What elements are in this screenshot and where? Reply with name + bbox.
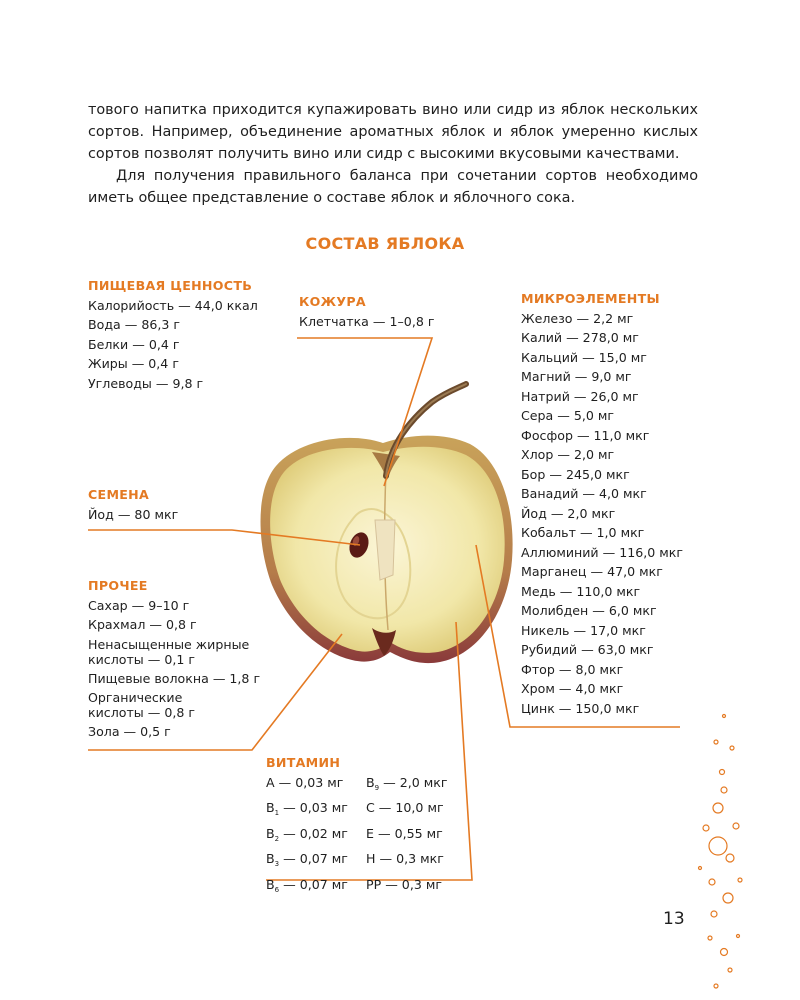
micro-item: Рубидий — 63,0 мкг bbox=[521, 642, 654, 657]
micro-item: Никель — 17,0 мкг bbox=[521, 622, 646, 638]
micro-item: Кобальт — 1,0 мкг bbox=[521, 525, 645, 540]
vitamins-block bbox=[266, 753, 447, 900]
bubbles-decoration bbox=[699, 715, 743, 989]
nutrition-item: Белки — 0,4 г bbox=[88, 336, 180, 352]
vitamin-left: $B_1$ — 0,03 мг bbox=[266, 800, 348, 817]
micro-item: Йод — 2,0 мкг bbox=[521, 505, 616, 521]
nutrition-block bbox=[88, 276, 258, 393]
micro-item: Молибден — 6,0 мкг bbox=[521, 603, 657, 618]
micro-item: Железо — 2,2 мг bbox=[521, 310, 634, 326]
other-item: Зола — 0,5 г bbox=[88, 724, 171, 739]
vitamin-left: $B_6$ — 0,07 мг bbox=[266, 876, 348, 894]
micro-item: Фосфор — 11,0 мкг bbox=[521, 427, 650, 443]
seeds-item: Йод — 80 мкг bbox=[88, 506, 179, 522]
micro-item: Бор — 245,0 мкг bbox=[521, 466, 630, 482]
vitamin-row bbox=[266, 849, 447, 875]
peel-block bbox=[299, 292, 434, 331]
micro-item: Сера — 5,0 мг bbox=[521, 408, 615, 423]
other-item: Органические bbox=[88, 690, 183, 705]
other-item: Ненасыщенные жирные bbox=[88, 636, 250, 652]
other-heading: ПРОЧЕЕ bbox=[88, 578, 148, 593]
nutrition-item: Вода — 86,3 г bbox=[88, 317, 181, 332]
nutrition-item: Жиры — 0,4 г bbox=[88, 356, 179, 371]
seeds-heading: СЕМЕНА bbox=[88, 487, 150, 502]
micro-item: Натрий — 26,0 мг bbox=[521, 388, 639, 404]
vitamins-heading: ВИТАМИН bbox=[266, 755, 341, 770]
other-item: кислоты — 0,8 г bbox=[88, 705, 195, 720]
intro-paragraph-1: тового напитка приходится купажировать вино или сидр из яблок нескольких сортов. Например, объединение ароматных яблок и яблок умеренно кислых сортов позволят получить вино или сидр с высокими вкусовыми качествами. bbox=[88, 102, 698, 162]
micro-block bbox=[521, 289, 683, 718]
vitamin-left: A — 0,03 мг bbox=[266, 774, 344, 790]
vitamin-row bbox=[266, 773, 447, 799]
micro-item: Марганец — 47,0 мкг bbox=[521, 564, 663, 579]
intro-text bbox=[88, 99, 698, 209]
vitamin-row bbox=[266, 824, 447, 850]
micro-item: Цинк — 150,0 мкг bbox=[521, 700, 640, 716]
vitamins-table bbox=[266, 773, 447, 901]
micro-item: Аллюминий — 116,0 мкг bbox=[521, 544, 683, 560]
other-block bbox=[88, 576, 260, 742]
nutrition-item: Калорийость — 44,0 ккал bbox=[88, 297, 258, 313]
vitamin-row bbox=[266, 798, 447, 824]
other-item: Пищевые волокна — 1,8 г bbox=[88, 670, 261, 686]
micro-item: Хлор — 2,0 мг bbox=[521, 447, 615, 462]
vitamin-left: $B_2$ — 0,02 мг bbox=[266, 825, 348, 843]
vitamin-right: $B_9$ — 2,0 мкг bbox=[366, 774, 448, 792]
vitamin-row bbox=[266, 875, 447, 901]
vitamin-right: C — 10,0 мг bbox=[366, 800, 444, 815]
vitamin-right: PP — 0,3 мг bbox=[366, 876, 442, 892]
intro-paragraph-2: Для получения правильного баланса при сочетании сортов необходимо иметь общее представление о составе яблок и яблочного сока. bbox=[88, 168, 698, 206]
vitamin-right: E — 0,55 мг bbox=[366, 825, 443, 841]
micro-item: Медь — 110,0 мкг bbox=[521, 583, 641, 599]
micro-item: Хром — 4,0 мкг bbox=[521, 681, 624, 696]
seeds-block bbox=[88, 485, 178, 524]
micro-item: Магний — 9,0 мг bbox=[521, 369, 632, 384]
other-item: кислоты — 0,1 г bbox=[88, 651, 195, 667]
micro-item: Калий — 278,0 мг bbox=[521, 330, 639, 345]
other-item: Сахар — 9–10 г bbox=[88, 597, 190, 613]
section-title: СОСТАВ ЯБЛОКА bbox=[305, 234, 465, 253]
vitamin-right: H — 0,3 мкг bbox=[366, 851, 444, 866]
micro-item: Кальций — 15,0 мг bbox=[521, 349, 647, 365]
micro-item: Ванадий — 4,0 мкг bbox=[521, 486, 647, 501]
vitamin-left: $B_3$ — 0,07 мг bbox=[266, 851, 348, 868]
nutrition-item: Углеводы — 9,8 г bbox=[88, 375, 204, 391]
nutrition-heading: ПИЩЕВАЯ ЦЕННОСТЬ bbox=[88, 278, 253, 293]
peel-heading: КОЖУРА bbox=[299, 294, 366, 309]
peel-item: Клетчатка — 1–0,8 г bbox=[299, 313, 435, 329]
other-item: Крахмал — 0,8 г bbox=[88, 617, 197, 632]
micro-item: Фтор — 8,0 мкг bbox=[521, 661, 624, 677]
page-number: 13 bbox=[663, 909, 685, 929]
micro-heading: МИКРОЭЛЕМЕНТЫ bbox=[521, 291, 660, 306]
